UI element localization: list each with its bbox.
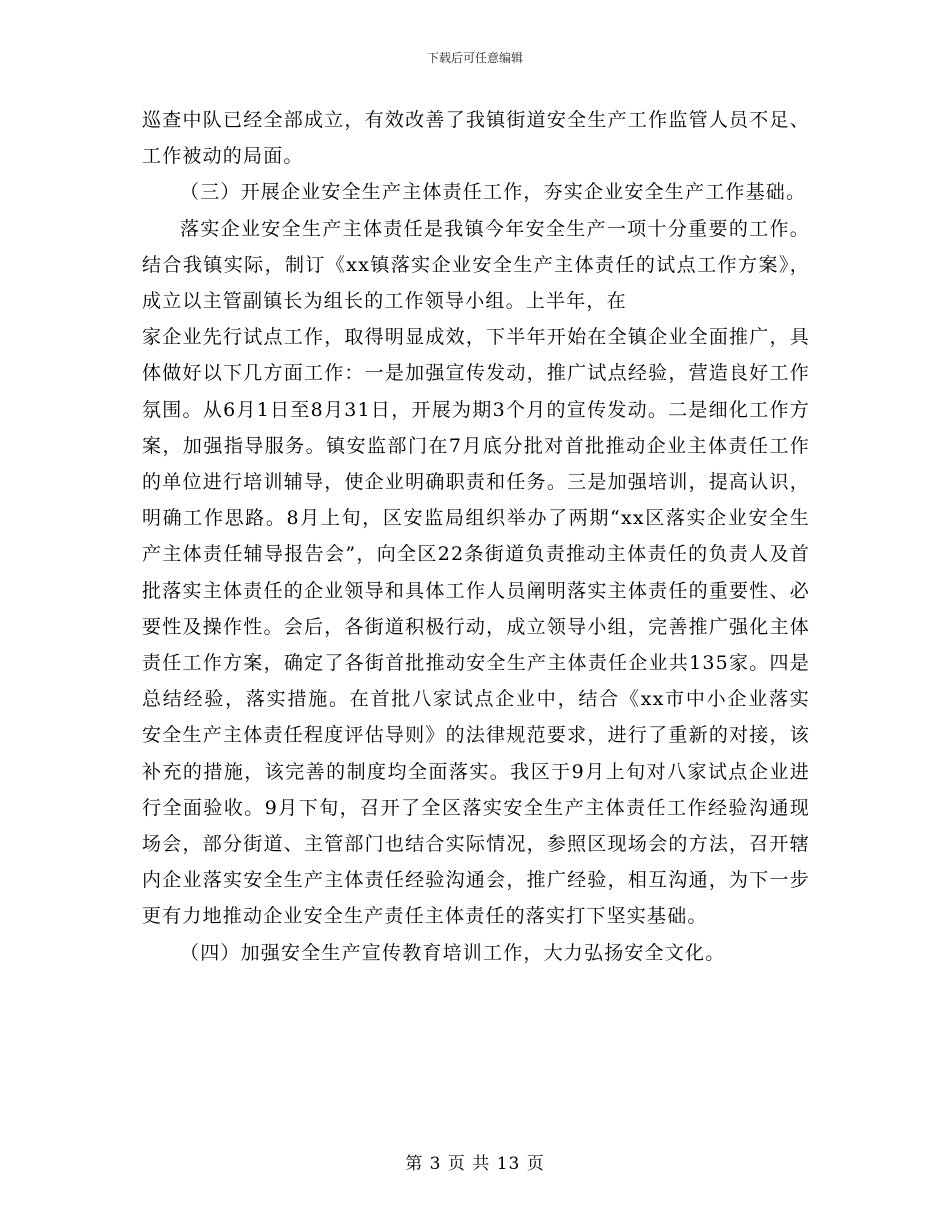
page-header-note: 下载后可任意编辑 xyxy=(426,51,523,65)
section-heading: （三）开展企业安全生产主体责任工作，夯实企业安全生产工作基础。 xyxy=(180,181,807,204)
document-body xyxy=(142,102,810,971)
page-number: 第 3 页 共 13 页 xyxy=(405,1154,545,1174)
paragraph: 落实企业安全生产主体责任是我镇今年安全生产一项十分重要的工作。结合我镇实际，制订《xx镇落实企业安全生产主体责任的试点工作方案》，成立以主管副镇长为组长的工作领导小组。上半年，在 xyxy=(142,217,810,313)
section-heading: （四）加强安全生产宣传教育培训工作，大力弘扬安全文化。 xyxy=(180,941,726,964)
paragraph: 家企业先行试点工作，取得明显成效，下半年开始在全镇企业全面推广，具体做好以下几方面工作：一是加强宣传发动，推广试点经验，营造良好工作氛围。从6月1日至8月31日，开展为期3个月的宣传发动。二是细化工作方案，加强指导服务。镇安监部门在7月底分批对首批推动企业主体责任工作的单位进行培训辅导，使企业明确职责和任务。三是加强培训，提高认识，明确工作思路。8月上旬，区安监局组织举办了两期“xx区落实企业安全生产主体责任辅导报告会”，向全区22条街道负责推动主体责任的负责人及首批落实主体责任的企业领导和具体工作人员阐明落实主体责任的重要性、必要性及操作性。会后，各街道积极行动，成立领导小组，完善推广强化主体责任工作方案，确定了各街首批推动安全生产主体责任企业共135家。四是总结经验，落实措施。在首批八家试点企业中，结合《xx市中小企业落实安全生产主体责任程度评估导则》的法律规范要求，进行了重新的对接，该补充的措施，该完善的制度均全面落实。我区于9月上旬对八家试点企业进行全面验收。9月下旬，召开了全区落实安全生产主体责任工作经验沟通现场会，部分街道、主管部门也结合实际情况，参照区现场会的方法，召开辖内企业落实安全生产主体责任经验沟通会，推广经验，相互沟通，为下一步更有力地推动企业安全生产责任主体责任的落实打下坚实基础。 xyxy=(142,326,810,928)
paragraph: 巡查中队已经全部成立，有效改善了我镇街道安全生产工作监管人员不足、工作被动的局面。 xyxy=(142,109,810,168)
